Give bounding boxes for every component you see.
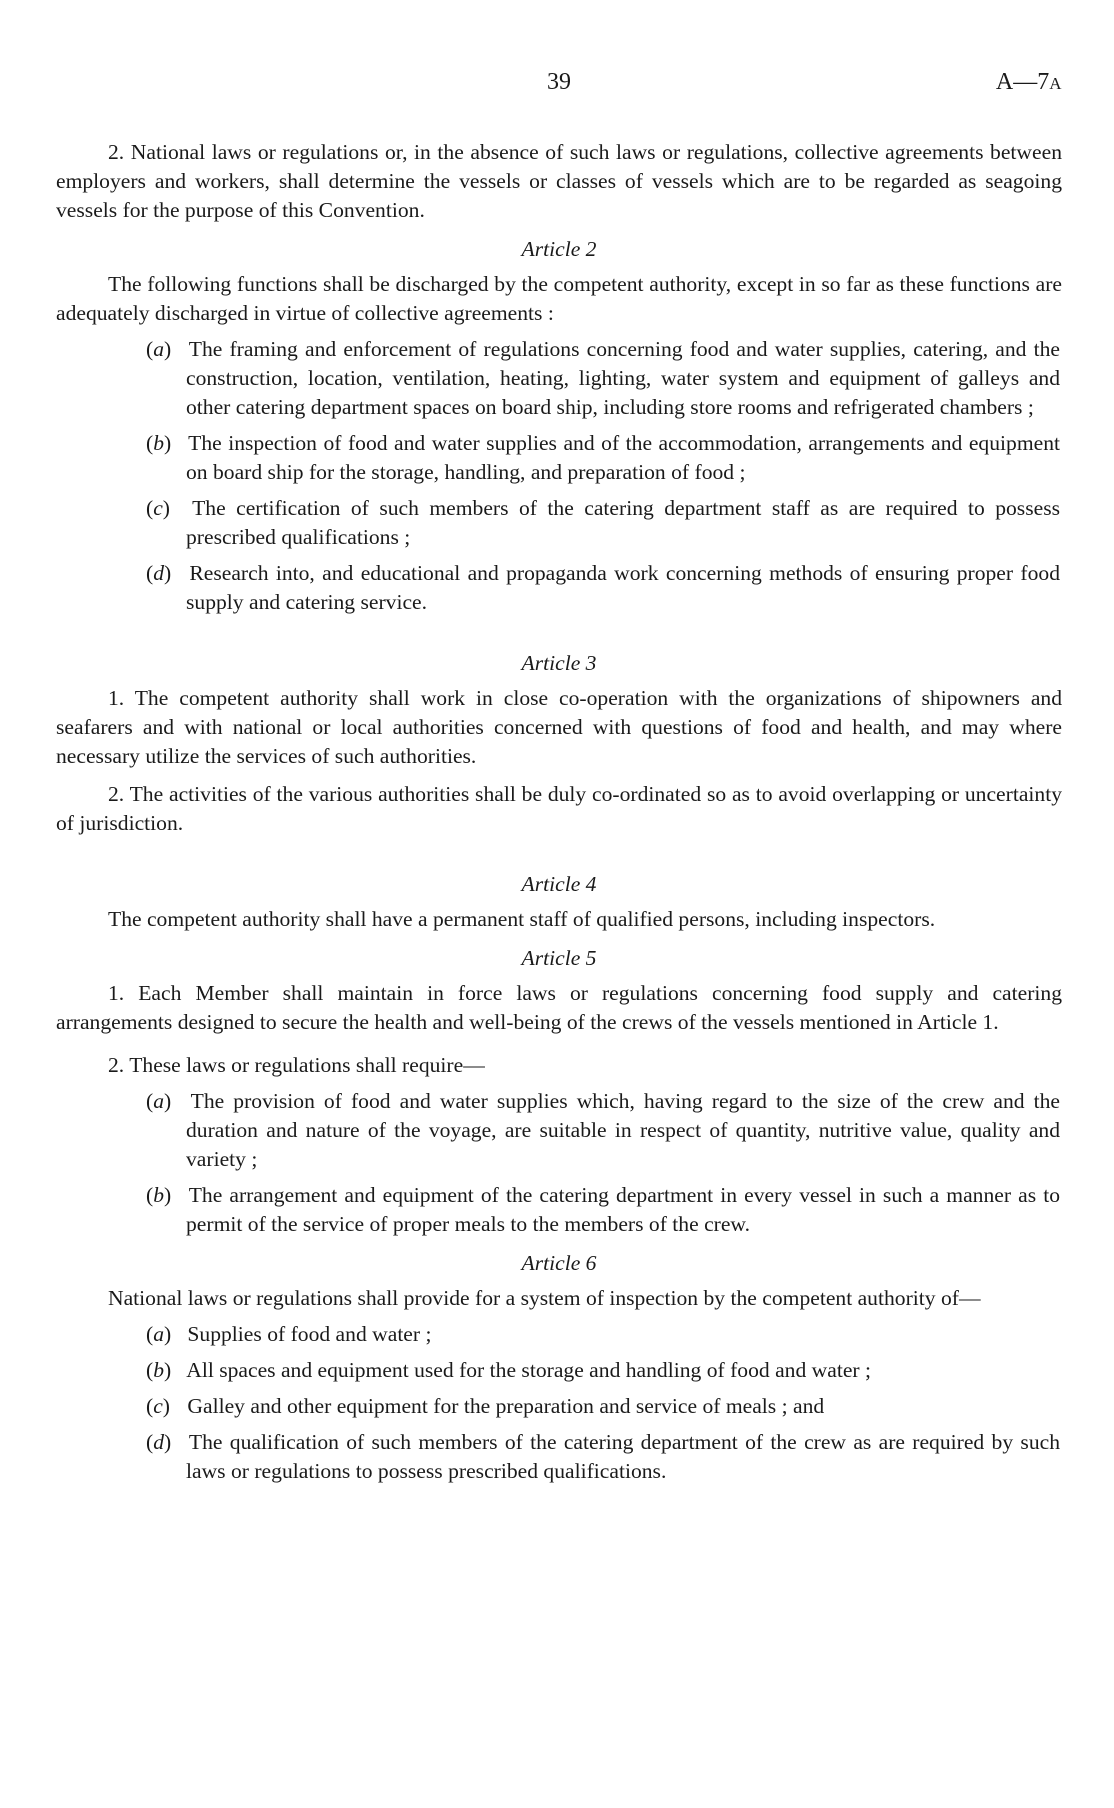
page-number: 39	[547, 69, 571, 95]
article5-item-a	[56, 1087, 1062, 1174]
article6-item-c	[56, 1392, 1062, 1421]
item-label: b	[153, 1358, 164, 1382]
item-text: Research into, and educational and propaganda work concerning methods of ensuring proper food supply and catering service.	[186, 561, 1061, 614]
article1-paragraph-2: 2. National laws or regulations or, in the absence of such laws or regulations, collective agreements between employers and workers, shall determine the vessels or classes of vessels which are to be regarded as seagoing vessels for the purpose of this Convention.	[56, 140, 1062, 222]
article2-item-c	[56, 494, 1062, 552]
item-label: a	[153, 1322, 164, 1346]
series-main: A—7	[995, 69, 1050, 95]
article6-item-a	[56, 1320, 1062, 1349]
article4-paragraph: The competent authority shall have a permanent staff of qualified persons, including inspectors.	[108, 907, 936, 931]
item-text: The framing and enforcement of regulations concerning food and water supplies, catering, and the construction, location, ventilation, heating, lighting, water system and equipment of galleys and other catering department spaces on board ship, including store rooms and refrigerated chambers ;	[186, 337, 1060, 419]
item-text: The inspection of food and water supplies and of the accommodation, arrangements and equipment on board ship for the storage, handling, and preparation of food ;	[186, 431, 1060, 484]
article2-lead: The following functions shall be discharged by the competent authority, except in so far as these functions are adequately discharged in virtue of collective agreements :	[56, 272, 1062, 325]
item-text: All spaces and equipment used for the storage and handling of food and water ;	[186, 1358, 872, 1382]
article3-paragraph-1: 1. The competent authority shall work in close co-operation with the organizations of shipowners and seafarers and with national or local authorities concerned with questions of food and health, and may where necessary utilize the services of such authorities.	[56, 686, 1062, 768]
article5-paragraph-1: 1. Each Member shall maintain in force laws or regulations concerning food supply and catering arrangements designed to secure the health and well-being of the crews of the vessels mentioned in Article 1.	[56, 981, 1062, 1034]
item-label: a	[153, 1089, 164, 1113]
article5-paragraph-2: 2. These laws or regulations shall require—	[108, 1053, 485, 1077]
article3-paragraph-2: 2. The activities of the various authorities shall be duly co-ordinated so as to avoid overlapping or uncertainty of jurisdiction.	[56, 782, 1062, 835]
article3-heading: Article 3	[521, 651, 597, 675]
item-label: b	[153, 1183, 164, 1207]
item-text: The certification of such members of the catering department staff as are required to possess prescribed qualifications ;	[186, 496, 1060, 549]
article5-heading: Article 5	[521, 946, 597, 970]
item-text: Supplies of food and water ;	[187, 1322, 432, 1346]
document-page	[56, 68, 1062, 1486]
article5-item-b	[56, 1181, 1062, 1239]
item-label: c	[153, 1394, 163, 1418]
item-label: c	[153, 496, 163, 520]
article2-heading: Article 2	[521, 237, 597, 261]
item-text: The provision of food and water supplies which, having regard to the size of the crew and the duration and nature of the voyage, are suitable in respect of quantity, nutritive value, quality and variety ;	[186, 1089, 1060, 1171]
item-text: The qualification of such members of the catering department of the crew as are required by such laws or regulations to possess prescribed qualifications.	[186, 1430, 1060, 1483]
page-header	[56, 68, 1062, 108]
article6-lead: National laws or regulations shall provide for a system of inspection by the competent authority of—	[108, 1286, 981, 1310]
article6-item-b	[56, 1356, 1062, 1385]
article4-heading: Article 4	[521, 872, 597, 896]
item-label: d	[153, 1430, 164, 1454]
article2-item-a	[56, 335, 1062, 422]
item-label: b	[153, 431, 164, 455]
item-text: Galley and other equipment for the preparation and service of meals ; and	[187, 1394, 825, 1418]
article2-item-d	[56, 559, 1062, 617]
item-label: d	[153, 561, 164, 585]
article2-item-b	[56, 429, 1062, 487]
article6-item-d	[56, 1428, 1062, 1486]
series-suffix: A	[1049, 74, 1062, 93]
article6-heading: Article 6	[521, 1251, 597, 1275]
item-label: a	[153, 337, 164, 361]
item-text: The arrangement and equipment of the catering department in every vessel in such a manner as to permit of the service of proper meals to the members of the crew.	[186, 1183, 1060, 1236]
series-reference	[996, 68, 1062, 98]
